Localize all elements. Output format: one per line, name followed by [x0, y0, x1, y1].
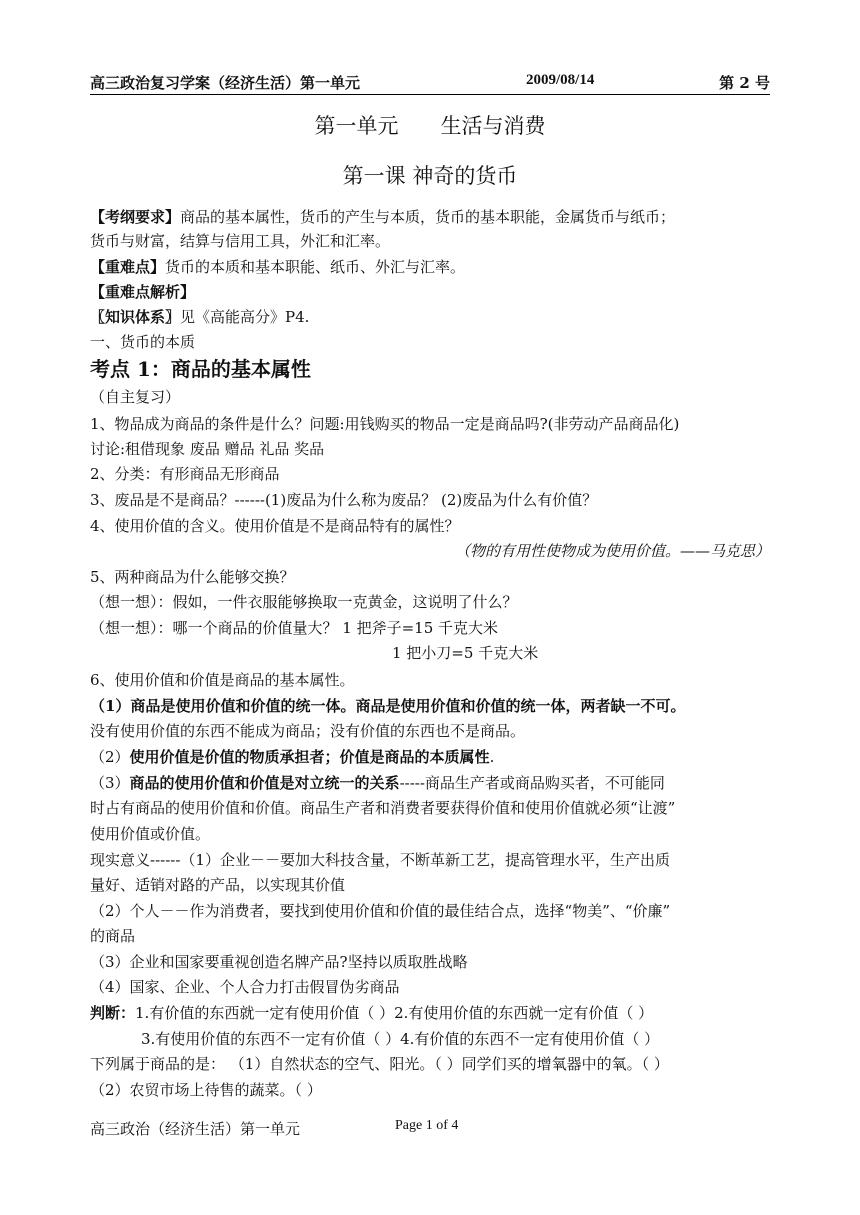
question-4: 4、使用价值的含义。使用价值是不是商品特有的属性？	[90, 517, 460, 535]
lesson-title: 第一课 神奇的货币	[342, 164, 518, 188]
question-1b: 讨论:租借现象 废品 赠品 礼品 奖品	[90, 440, 325, 458]
think-3: 1 把小刀=5 千克大米	[392, 644, 539, 662]
question-3: 3、废品是不是商品？------(1)废品为什么称为废品？ (2)废品为什么有价值？	[90, 491, 598, 509]
unit-title	[0, 110, 860, 140]
header-number: 第 2 号	[719, 74, 770, 92]
judge-label: 判断：	[90, 1004, 136, 1022]
point-3-prefix: （3）	[90, 774, 130, 792]
commodity-question-2: （2）农贸市场上待售的蔬菜。（ ）	[90, 1081, 322, 1099]
point-2-bold: 使用价值是价值的物质承担者；价值是商品的本质属性	[129, 748, 490, 766]
significance-6: （4）国家、企业、个人合力打击假冒伪劣商品	[90, 978, 400, 996]
question-2: 2、分类：有形商品无形商品	[90, 465, 280, 483]
point-1-tail: 没有使用价值的东西不能成为商品；没有价值的东西也不是商品。	[90, 722, 526, 740]
zhongnan-text: 货币的本质和基本职能、纸币、外汇与汇率。	[165, 258, 466, 276]
point-3-rest: -----商品生产者或商品购买者，不可能同	[399, 774, 665, 792]
unit-title-b: 生活与消费	[440, 114, 546, 138]
think-2: （想一想）：哪一个商品的价值量大？ 1 把斧子=15 千克大米	[90, 619, 499, 637]
section-heading: 一、货币的本质	[90, 333, 196, 351]
zizhu-label: （自主复习）	[90, 388, 181, 406]
zhishi-label: 〖知识体系〗	[90, 308, 181, 326]
point-3-line-2: 时占有商品的使用价值和价值。商品生产者和消费者要获得价值和使用价值就必须“让渡”	[90, 799, 676, 817]
commodity-question-1: 下列属于商品的是： （1）自然状态的空气、阳光。（ ）同学们买的增氧器中的氧。（ ）	[90, 1055, 669, 1073]
point-2	[90, 745, 780, 769]
page-header	[90, 72, 770, 95]
zhishi-line	[90, 305, 780, 329]
header-date: 2009/08/14	[526, 72, 595, 88]
think-1: （想一想）：假如，一件衣服能够换取一克黄金，这说明了什么？	[90, 593, 518, 611]
kaogang-label: 【考纲要求】	[90, 208, 181, 226]
footer-page-number: Page 1 of 4	[395, 1118, 459, 1133]
zhongnan-line	[90, 255, 780, 279]
zhongnan-label: 【重难点】	[90, 258, 166, 276]
significance-1: 现实意义------（1）企业－－要加大科技含量，不断革新工艺，提高管理水平，生产出质	[90, 851, 670, 869]
zhishi-text: 见《高能高分》P4.	[180, 308, 310, 326]
judge-line-2: 3.有使用价值的东西不一定有价值（ ）4.有价值的东西不一定有使用价值（ ）	[141, 1030, 660, 1048]
point-3	[90, 771, 780, 795]
significance-5: （3）企业和国家要重视创造名牌产品?坚持以质取胜战略	[90, 953, 468, 971]
kaogang-line-1	[90, 205, 780, 229]
significance-4: 的商品	[90, 927, 136, 945]
unit-title-a: 第一单元	[314, 114, 399, 138]
point-2-end: .	[489, 748, 495, 766]
judge-items-1: 1.有价值的东西就一定有使用价值（ ）2.有使用价值的东西就一定有价值（ ）	[135, 1004, 654, 1022]
judge-line-1	[90, 1001, 780, 1025]
question-1a: 1、物品成为商品的条件是什么？问题:用钱购买的物品一定是商品吗?(非劳动产品商品化)	[90, 415, 680, 433]
question-5: 5、两种商品为什么能够交换？	[90, 568, 295, 586]
jiexi-label: 【重难点解析】	[90, 283, 196, 301]
kaogang-text-1: 商品的基本属性，货币的产生与本质，货币的基本职能，金属货币与纸币；	[180, 208, 676, 226]
kaodian-heading: 考点 1：商品的基本属性	[90, 357, 311, 381]
point-1-bold: （1）商品是使用价值和价值的统一体。商品是使用价值和价值的统一体，两者缺一不可。	[90, 697, 686, 715]
point-2-prefix: （2）	[90, 748, 130, 766]
footer-title: 高三政治（经济生活）第一单元	[90, 1120, 301, 1138]
question-6: 6、使用价值和价值是商品的基本属性。	[90, 671, 355, 689]
kaogang-text-2: 货币与财富，结算与信用工具，外汇和汇率。	[90, 232, 391, 250]
header-title: 高三政治复习学案（经济生活）第一单元	[90, 74, 361, 92]
significance-2: 量好、适销对路的产品，以实现其价值	[90, 876, 346, 894]
point-3-bold: 商品的使用价值和价值是对立统一的关系	[129, 774, 400, 792]
marx-quote: （物的有用性使物成为使用价值。——马克思）	[454, 542, 770, 560]
significance-3: （2）个人－－作为消费者，要找到使用价值和价值的最佳结合点，选择“物美”、“价廉”	[90, 902, 671, 920]
point-3-line-3: 使用价值或价值。	[90, 825, 211, 843]
